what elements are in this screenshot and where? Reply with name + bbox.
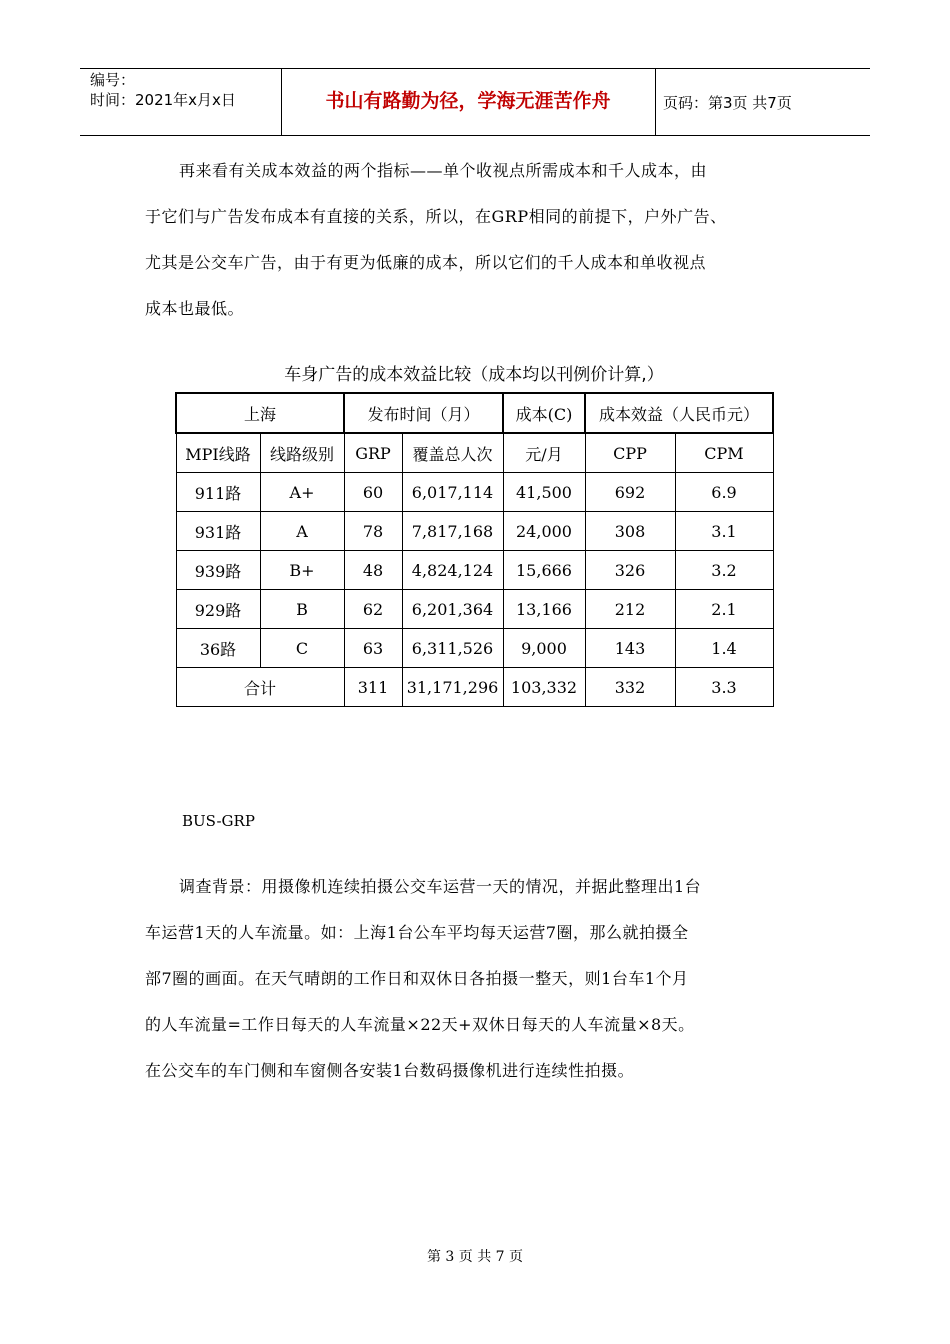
table-cell: 9,000 [503,629,585,668]
total-cell: 31,171,296 [402,668,503,707]
table-cell: 6,311,526 [402,629,503,668]
intro-line: 尤其是公交车广告，由于有更为低廉的成本，所以它们的千人成本和单收视点 [145,253,707,272]
total-cell: 311 [344,668,402,707]
table-cell: 4,824,124 [402,551,503,590]
intro-line: 于它们与广告发布成本有直接的关系，所以，在GRP相同的前提下，户外广告、 [145,207,727,226]
table-cell: 6.9 [675,473,773,512]
intro-line: 再来看有关成本效益的两个指标——单个收视点所需成本和千人成本，由 [179,161,708,180]
section-heading: BUS-GRP [182,812,255,830]
document-time-label: 时间：2021年x月x日 [90,91,236,109]
table-cell: 143 [585,629,675,668]
table-cell: 2.1 [675,590,773,629]
table-cell: C [260,629,344,668]
header-publish-time: 发布时间（月） [344,393,503,433]
table-row [176,629,773,668]
table-cell: 60 [344,473,402,512]
intro-paragraph [145,148,805,332]
header-cost: 成本(C) [503,393,585,433]
table-row [176,473,773,512]
header-top-rule [80,68,870,69]
header-bottom-rule [80,135,870,136]
table-cell: 929路 [176,590,260,629]
table-cell: 48 [344,551,402,590]
table-cell: 15,666 [503,551,585,590]
table-cell: 3.2 [675,551,773,590]
table-cell: 692 [585,473,675,512]
total-cell: 103,332 [503,668,585,707]
cost-benefit-table [175,392,774,707]
survey-line: 部7圈的画面。在天气晴朗的工作日和双休日各拍摄一整天，则1台车1个月 [145,969,689,988]
table-cell: 6,201,364 [402,590,503,629]
table-cell: B+ [260,551,344,590]
table-header-row [176,393,773,433]
page-footer: 第 3 页 共 7 页 [426,1249,524,1265]
header-info [90,70,236,110]
table-subheader-row [176,433,773,473]
total-cell: 3.3 [675,668,773,707]
total-label: 合计 [176,668,344,707]
survey-line: 的人车流量=工作日每天的人车流量×22天+双休日每天的人车流量×8天。 [145,1015,695,1034]
table-cell: 13,166 [503,590,585,629]
table-cell: 1.4 [675,629,773,668]
survey-line: 车运营1天的人车流量。如：上海1台公车平均每天运营7圈，那么就拍摄全 [145,923,689,942]
column-header: MPI线路 [176,433,260,473]
table-title: 车身广告的成本效益比较（成本均以刊例价计算,） [284,365,664,385]
total-cell: 332 [585,668,675,707]
column-header: CPM [675,433,773,473]
header-divider-right [655,68,656,136]
table-cell: 41,500 [503,473,585,512]
table-cell: A+ [260,473,344,512]
table-row [176,512,773,551]
table-cell: 62 [344,590,402,629]
header-benefit: 成本效益（人民币元） [585,393,773,433]
table-row [176,590,773,629]
column-header: 覆盖总人次 [402,433,503,473]
table-cell: A [260,512,344,551]
table-cell: 36路 [176,629,260,668]
table-cell: 212 [585,590,675,629]
table-cell: 6,017,114 [402,473,503,512]
table-cell: 3.1 [675,512,773,551]
header-city: 上海 [176,393,344,433]
table-cell: 78 [344,512,402,551]
table-row [176,551,773,590]
column-header: 元/月 [503,433,585,473]
table-cell: 7,817,168 [402,512,503,551]
table-cell: 939路 [176,551,260,590]
table-cell: 326 [585,551,675,590]
header-page-number: 页码：第3页 共7页 [663,94,792,112]
document-number-label: 编号： [90,71,136,89]
column-header: GRP [344,433,402,473]
column-header: 线路级别 [260,433,344,473]
header-motto: 书山有路勤为径，学海无涯苦作舟 [325,90,611,112]
table-total-row [176,668,773,707]
column-header: CPP [585,433,675,473]
table-cell: B [260,590,344,629]
table-cell: 308 [585,512,675,551]
table-cell: 24,000 [503,512,585,551]
table-cell: 63 [344,629,402,668]
table-cell: 931路 [176,512,260,551]
survey-line: 调查背景：用摄像机连续拍摄公交车运营一天的情况，并据此整理出1台 [179,877,702,896]
survey-line: 在公交车的车门侧和车窗侧各安装1台数码摄像机进行连续性拍摄。 [145,1061,635,1080]
survey-paragraph [145,864,805,1094]
intro-line: 成本也最低。 [145,299,245,318]
table-cell: 911路 [176,473,260,512]
